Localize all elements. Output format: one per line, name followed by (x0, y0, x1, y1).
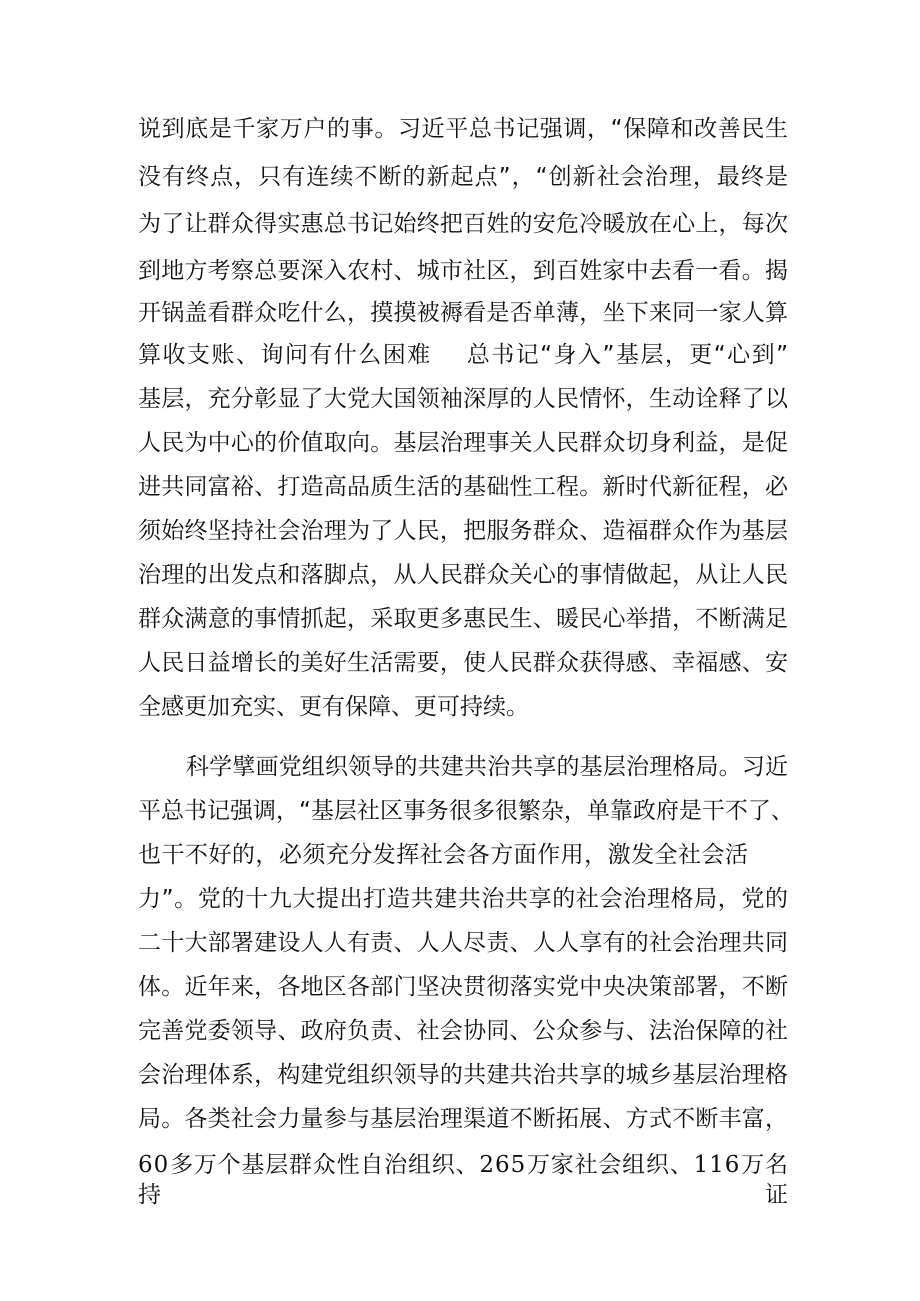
text-line: 体。近年来，各地区各部门坚决贯彻落实党中央决策部署，不断 (138, 974, 788, 1000)
text-fragment: 万名持证 (138, 1152, 789, 1208)
text-line: 人民为中心的价值取向。基层治理事关人民群众切身利益，是促 (138, 430, 788, 456)
text-line: 为了让群众得实惠总书记始终把百姓的安危冷暖放在心上，每次 (138, 211, 788, 237)
text-line: 须始终坚持社会治理为了人民，把服务群众、造福群众作为基层 (138, 518, 788, 544)
text-line: 开锅盖看群众吃什么，摸摸被褥看是否单薄，坐下来同一家人算 (138, 300, 788, 326)
text-line: 进共同富裕、打造高品质生活的基础性工程。新时代新征程，必 (138, 474, 788, 500)
text-line: 没有终点，只有连续不断的新起点”，“创新社会治理，最终是 (138, 164, 788, 190)
text-line: 二十大部署建设人人有责、人人尽责、人人享有的社会治理共同 (138, 930, 788, 956)
text-line: 到地方考察总要深入农村、城市社区，到百姓家中去看一看。揭 (138, 258, 788, 284)
text-line: 基层，充分彰显了大党大国领袖深厚的人民情怀，生动诠释了以 (138, 386, 788, 412)
text-line: 力”。党的十九大提出打造共建共治共享的社会治理格局，党的 (138, 886, 788, 912)
text-line: 人民日益增长的美好生活需要，使人民群众获得感、幸福感、安 (138, 650, 788, 676)
number-text: 265 (479, 1152, 527, 1178)
text-line: 会治理体系，构建党组织领导的共建共治共享的城乡基层治理格 (138, 1062, 788, 1088)
text-line: 局。各类社会力量参与基层治理渠道不断拓展、方式不断丰富， (138, 1106, 788, 1132)
text-line: 科学擘画党组织领导的共建共治共享的基层治理格局。习近 (186, 754, 788, 780)
text-line: 群众满意的事情抓起，采取更多惠民生、暖民心举措，不断满足 (138, 606, 788, 632)
text-line-with-numbers (138, 1150, 789, 1208)
text-line: 平总书记强调，“基层社区事务很多很繁杂，单靠政府是干不了、 (138, 798, 794, 824)
text-fragment: 多万个基层群众性自治组织、 (169, 1152, 480, 1178)
text-line: 全感更加充实、更有保障、更可持续。 (138, 694, 529, 720)
number-text: 116 (693, 1152, 741, 1178)
text-fragment: 万家社会组织、 (526, 1152, 694, 1178)
text-line: 也干不好的，必须充分发挥社会各方面作用，激发全社会活 (138, 842, 748, 868)
text-line: 治理的出发点和落脚点，从人民群众关心的事情做起，从让人民 (138, 562, 788, 588)
text-line: 算收支账、询问有什么困难 总书记“身入”基层，更“心到” (138, 342, 788, 368)
text-line: 说到底是千家万户的事。习近平总书记强调，“保障和改善民生 (138, 116, 788, 142)
text-line: 完善党委领导、政府负责、社会协同、公众参与、法治保障的社 (138, 1018, 788, 1044)
number-text: 60 (138, 1152, 170, 1178)
